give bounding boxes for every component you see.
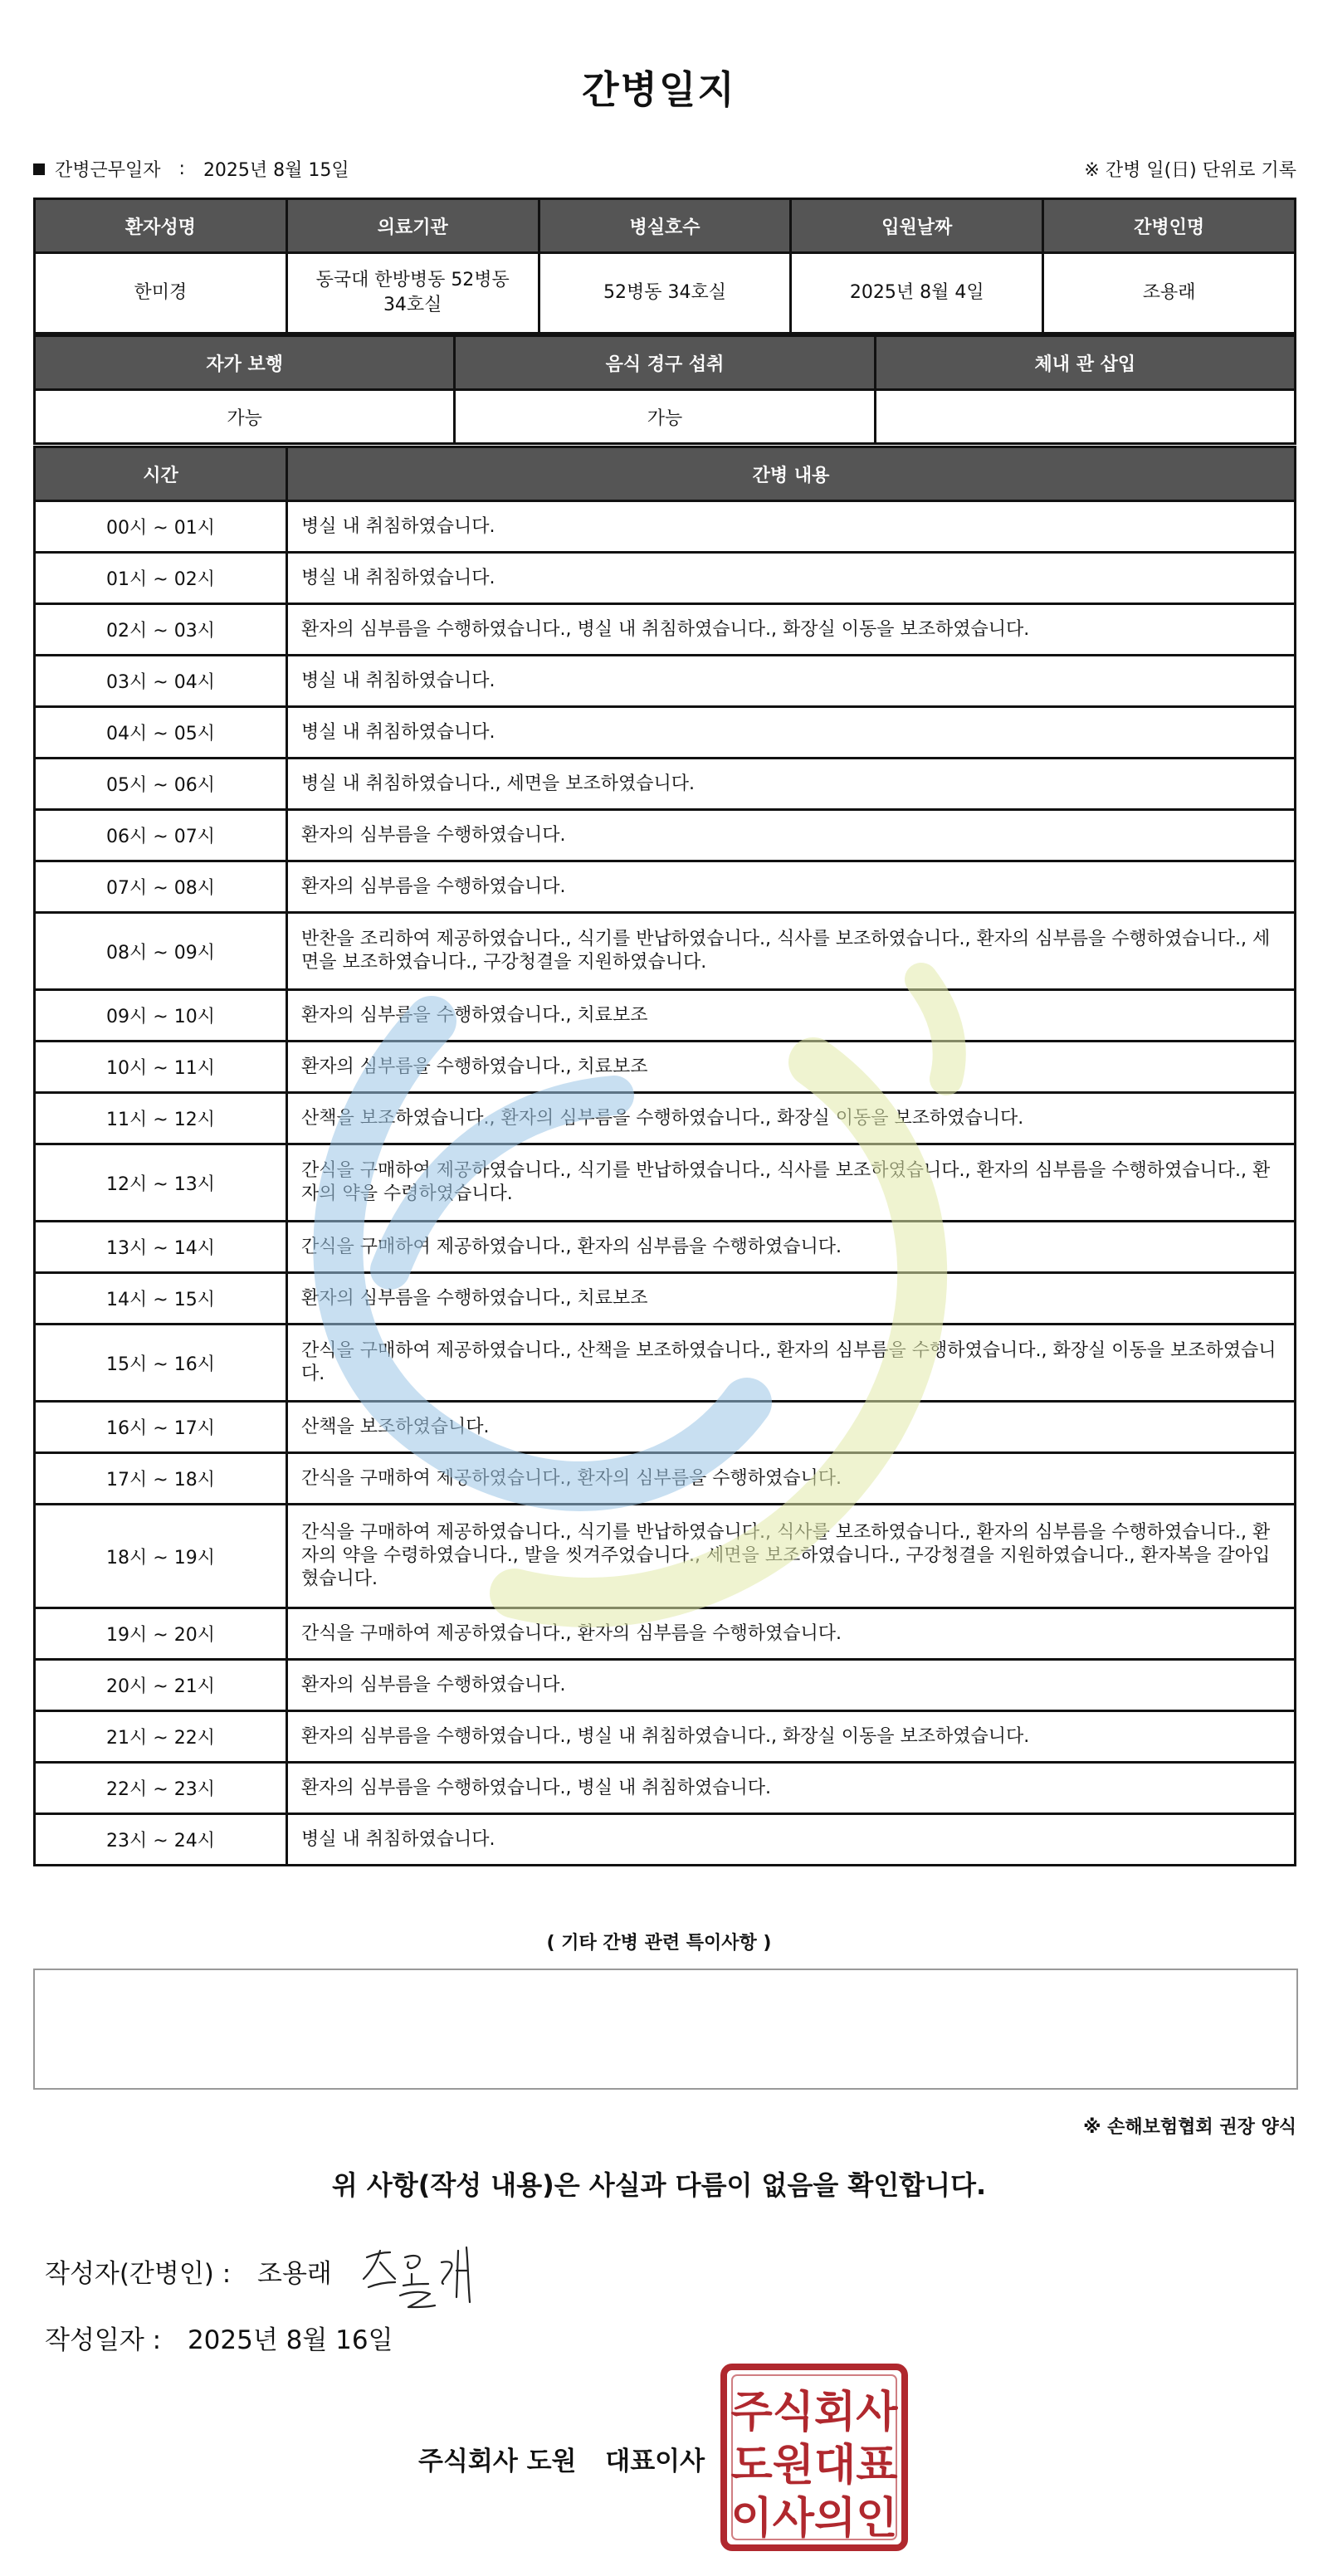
log-row bbox=[35, 707, 1296, 759]
log-content: 병실 내 취침하였습니다. bbox=[287, 656, 1296, 707]
company-seal-stamp bbox=[719, 2362, 910, 2553]
log-time: 00시 ~ 01시 bbox=[35, 501, 287, 553]
work-date-value: 2025년 8월 15일 bbox=[203, 160, 349, 181]
header-tube-insertion: 체내 관 삽입 bbox=[875, 336, 1295, 390]
log-time: 09시 ~ 10시 bbox=[35, 990, 287, 1042]
header-admission-date: 입원날짜 bbox=[791, 199, 1043, 253]
tube-insertion-value bbox=[875, 390, 1295, 444]
log-row bbox=[35, 1660, 1296, 1711]
log-content: 병실 내 취침하였습니다. bbox=[287, 501, 1296, 553]
confirm-statement: 위 사항(작성 내용)은 사실과 다름이 없음을 확인합니다. bbox=[331, 2169, 987, 2201]
room: 52병동 34호실 bbox=[539, 253, 791, 334]
log-time: 01시 ~ 02시 bbox=[35, 553, 287, 604]
header-room: 병실호수 bbox=[539, 199, 791, 253]
log-time: 18시 ~ 19시 bbox=[35, 1505, 287, 1608]
company-line bbox=[418, 2440, 705, 2477]
writer-name: 조용래 bbox=[257, 2259, 332, 2289]
etc-title: ( 기타 간병 관련 특이사항 ) bbox=[546, 1933, 772, 1954]
self-walking-value: 가능 bbox=[35, 390, 455, 444]
write-date-value: 2025년 8월 16일 bbox=[187, 2325, 393, 2355]
log-time: 22시 ~ 23시 bbox=[35, 1763, 287, 1814]
log-row bbox=[35, 1222, 1296, 1273]
oral-intake-value: 가능 bbox=[455, 390, 875, 444]
write-date-label: 작성일자 : bbox=[45, 2325, 162, 2355]
log-content: 병실 내 취침하였습니다. bbox=[287, 707, 1296, 759]
work-date-label: 간병근무일자 bbox=[55, 160, 161, 181]
log-content: 환자의 심부름을 수행하였습니다., 치료보조 bbox=[287, 1273, 1296, 1325]
log-row bbox=[35, 810, 1296, 861]
log-row bbox=[35, 1763, 1296, 1814]
log-row bbox=[35, 1814, 1296, 1866]
writer-row bbox=[45, 2252, 332, 2290]
log-content: 간식을 구매하여 제공하였습니다., 환자의 심부름을 수행하였습니다. bbox=[287, 1453, 1296, 1505]
caregiver-name: 조용래 bbox=[1043, 253, 1296, 334]
log-time: 07시 ~ 08시 bbox=[35, 861, 287, 913]
log-time: 02시 ~ 03시 bbox=[35, 604, 287, 656]
log-content: 산책을 보조하였습니다., 환자의 심부름을 수행하였습니다., 화장실 이동을 보조하였습니다. bbox=[287, 1093, 1296, 1144]
patient-info-table bbox=[33, 198, 1296, 334]
log-row bbox=[35, 759, 1296, 810]
log-time: 14시 ~ 15시 bbox=[35, 1273, 287, 1325]
header-oral-intake: 음식 경구 섭취 bbox=[455, 336, 875, 390]
write-date-row bbox=[45, 2319, 393, 2356]
log-content: 간식을 구매하여 제공하였습니다., 식기를 반납하였습니다., 식사를 보조하였습니다., 환자의 심부름을 수행하였습니다., 환자의 약을 수령하였습니다. bbox=[287, 1144, 1296, 1222]
log-content: 환자의 심부름을 수행하였습니다. bbox=[287, 810, 1296, 861]
ceo-title: 대표이사 bbox=[605, 2447, 705, 2476]
header-hospital: 의료기관 bbox=[286, 199, 539, 253]
header-time: 시간 bbox=[35, 447, 287, 501]
seal-line-1: 주식회사 bbox=[730, 2388, 898, 2437]
log-time: 03시 ~ 04시 bbox=[35, 656, 287, 707]
header-patient-name: 환자성명 bbox=[35, 199, 287, 253]
log-row bbox=[35, 1453, 1296, 1505]
work-date-separator: : bbox=[178, 159, 185, 179]
log-row bbox=[35, 1042, 1296, 1093]
log-time: 17시 ~ 18시 bbox=[35, 1453, 287, 1505]
hospital: 동국대 한방병동 52병동 34호실 bbox=[286, 253, 539, 334]
ability-table bbox=[33, 334, 1296, 445]
log-content: 반찬을 조리하여 제공하였습니다., 식기를 반납하였습니다., 식사를 보조하였습니다., 환자의 심부름을 수행하였습니다., 세면을 보조하였습니다., 구강청결을 지원하였습니다. bbox=[287, 913, 1296, 990]
log-time: 11시 ~ 12시 bbox=[35, 1093, 287, 1144]
log-time: 13시 ~ 14시 bbox=[35, 1222, 287, 1273]
log-time: 10시 ~ 11시 bbox=[35, 1042, 287, 1093]
log-time: 06시 ~ 07시 bbox=[35, 810, 287, 861]
log-content: 병실 내 취침하였습니다. bbox=[287, 553, 1296, 604]
admission-date: 2025년 8월 4일 bbox=[791, 253, 1043, 334]
log-row bbox=[35, 604, 1296, 656]
log-content: 환자의 심부름을 수행하였습니다., 치료보조 bbox=[287, 1042, 1296, 1093]
log-row bbox=[35, 1144, 1296, 1222]
log-content: 간식을 구매하여 제공하였습니다., 환자의 심부름을 수행하였습니다. bbox=[287, 1608, 1296, 1660]
log-time: 16시 ~ 17시 bbox=[35, 1402, 287, 1453]
log-row bbox=[35, 990, 1296, 1042]
log-time: 15시 ~ 16시 bbox=[35, 1325, 287, 1402]
insurance-note: ※ 손해보험협회 권장 양식 bbox=[1083, 2117, 1296, 2138]
log-content: 간식을 구매하여 제공하였습니다., 식기를 반납하였습니다., 식사를 보조하였습니다., 환자의 심부름을 수행하였습니다., 환자의 약을 수령하였습니다., 발을 씻겨주었습니다., 세면을 보조하였습니다., 구강청결을 지원하였습니다., 환자복을 갈아입혔습니다. bbox=[287, 1505, 1296, 1608]
log-row bbox=[35, 656, 1296, 707]
log-content: 산책을 보조하였습니다. bbox=[287, 1402, 1296, 1453]
writer-label: 작성자(간병인) : bbox=[45, 2259, 232, 2289]
page-title: 간병일지 bbox=[582, 67, 736, 112]
log-content: 병실 내 취침하였습니다., 세면을 보조하였습니다. bbox=[287, 759, 1296, 810]
log-content: 환자의 심부름을 수행하였습니다., 병실 내 취침하였습니다., 화장실 이동을 보조하였습니다. bbox=[287, 1711, 1296, 1763]
etc-notes-box bbox=[33, 1969, 1298, 2090]
log-row bbox=[35, 1325, 1296, 1402]
log-row bbox=[35, 1273, 1296, 1325]
square-bullet-icon bbox=[33, 163, 45, 175]
log-row bbox=[35, 553, 1296, 604]
company-name: 주식회사 도원 bbox=[418, 2447, 577, 2476]
log-content: 간식을 구매하여 제공하였습니다., 환자의 심부름을 수행하였습니다. bbox=[287, 1222, 1296, 1273]
log-time: 21시 ~ 22시 bbox=[35, 1711, 287, 1763]
log-row bbox=[35, 1093, 1296, 1144]
log-time: 23시 ~ 24시 bbox=[35, 1814, 287, 1866]
log-content: 환자의 심부름을 수행하였습니다., 병실 내 취침하였습니다., 화장실 이동을 보조하였습니다. bbox=[287, 604, 1296, 656]
log-content: 환자의 심부름을 수행하였습니다., 병실 내 취침하였습니다. bbox=[287, 1763, 1296, 1814]
log-content: 환자의 심부름을 수행하였습니다., 치료보조 bbox=[287, 990, 1296, 1042]
handwritten-signature bbox=[357, 2232, 490, 2315]
log-row bbox=[35, 1608, 1296, 1660]
log-content: 환자의 심부름을 수행하였습니다. bbox=[287, 1660, 1296, 1711]
log-time: 04시 ~ 05시 bbox=[35, 707, 287, 759]
log-time: 19시 ~ 20시 bbox=[35, 1608, 287, 1660]
header-self-walking: 자가 보행 bbox=[35, 336, 455, 390]
log-row bbox=[35, 913, 1296, 990]
log-time: 05시 ~ 06시 bbox=[35, 759, 287, 810]
log-row bbox=[35, 1402, 1296, 1453]
log-content: 병실 내 취침하였습니다. bbox=[287, 1814, 1296, 1866]
log-row bbox=[35, 861, 1296, 913]
log-content: 환자의 심부름을 수행하였습니다. bbox=[287, 861, 1296, 913]
header-caregiver: 간병인명 bbox=[1043, 199, 1296, 253]
log-content: 간식을 구매하여 제공하였습니다., 산책을 보조하였습니다., 환자의 심부름을 수행하였습니다., 화장실 이동을 보조하였습니다. bbox=[287, 1325, 1296, 1402]
log-row bbox=[35, 1711, 1296, 1763]
unit-note: ※ 간병 일(日) 단위로 기록 bbox=[1084, 160, 1296, 181]
log-row bbox=[35, 501, 1296, 553]
patient-name: 한미경 bbox=[35, 253, 287, 334]
seal-line-3: 이사의인 bbox=[730, 2494, 898, 2544]
log-time: 20시 ~ 21시 bbox=[35, 1660, 287, 1711]
care-log-table bbox=[33, 446, 1296, 1866]
work-date-row bbox=[33, 156, 1296, 182]
log-time: 12시 ~ 13시 bbox=[35, 1144, 287, 1222]
seal-line-2: 도원대표 bbox=[730, 2441, 898, 2491]
log-time: 08시 ~ 09시 bbox=[35, 913, 287, 990]
log-row bbox=[35, 1505, 1296, 1608]
header-care-content: 간병 내용 bbox=[287, 447, 1296, 501]
